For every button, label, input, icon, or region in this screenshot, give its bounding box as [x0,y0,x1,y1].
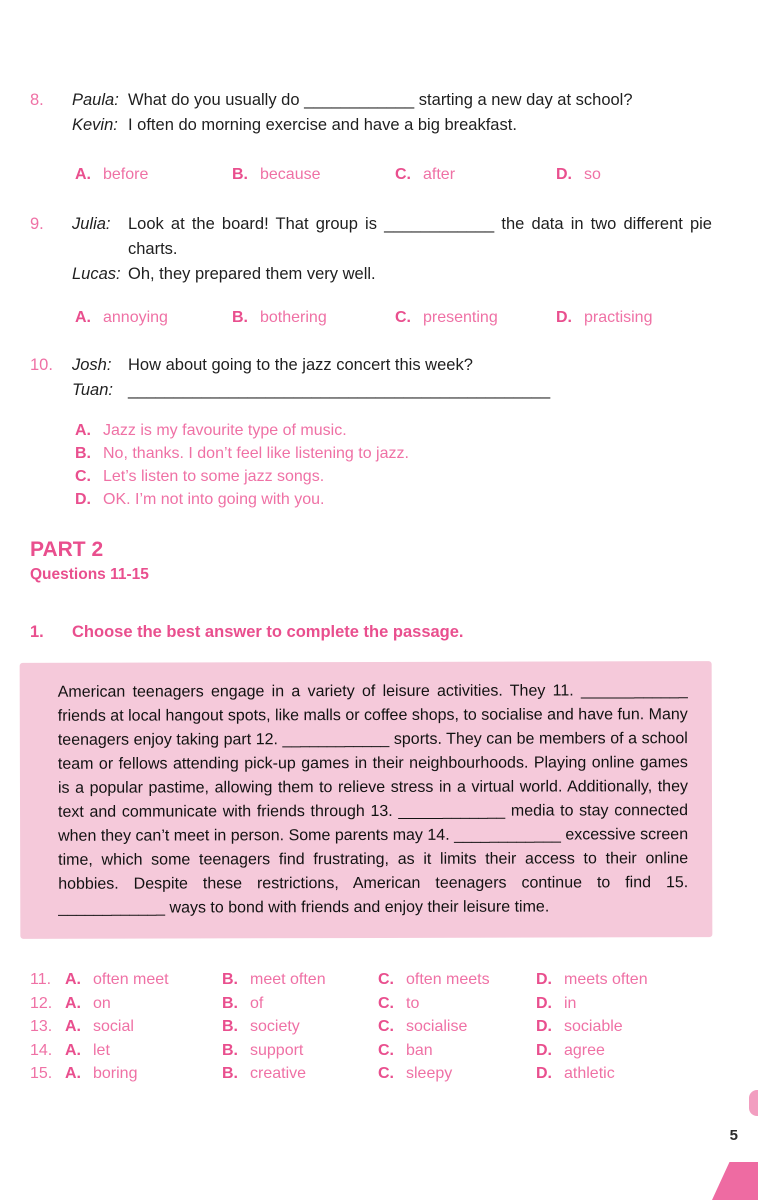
option-text: society [250,1018,300,1035]
dialogue-text: How about going to the jazz concert this week? [128,356,473,374]
option-letter: A. [75,166,91,183]
option-text: annoying [103,309,168,326]
option-text: let [93,1041,110,1059]
option-letter: B. [75,445,91,462]
option-text: ban [406,1041,433,1059]
answer-number: 15. [30,1065,53,1082]
option-letter: D. [75,491,91,508]
option-c [395,164,556,186]
option-text: socialise [406,1018,468,1035]
corner-decoration [712,1162,758,1200]
options-row [75,164,712,186]
page-content [30,88,717,1086]
dialogue-text: I often do morning exercise and have a big breakfast. [128,116,517,134]
option-letter: A. [65,994,81,1012]
speaker-name: Paula: [72,91,119,109]
part2-subtitle: Questions 11-15 [30,566,149,583]
option-letter: B. [222,1065,238,1082]
speaker-name: Julia: [72,215,111,233]
answer-row-11 [30,968,712,992]
option-c [378,1015,536,1039]
option-a [65,968,222,992]
option-letter: B. [222,1018,238,1035]
option-text: Jazz is my favourite type of music. [103,422,347,439]
option-text: creative [250,1065,307,1082]
option-text: meets often [564,971,648,988]
option-b [232,164,395,186]
option-b [232,307,395,329]
dialogue-line [72,212,717,262]
option-letter: A. [75,422,91,439]
dialogue-text: Look at the board! That group is ____________ the data in two different pie charts. [128,215,717,258]
option-text: Let’s listen to some jazz songs. [103,468,325,485]
option-letter: C. [395,309,411,326]
answer-number: 13. [30,1018,53,1035]
answer-number: 12. [30,994,53,1012]
option-text: practising [584,309,653,326]
question-9 [30,212,717,329]
option-text: often meets [406,971,490,988]
answer-blank-line: ______________________________________________ [128,381,551,399]
dialogue-line [72,88,712,113]
option-d [536,992,712,1016]
dialogue-text: What do you usually do ____________ starting a new day at school? [128,91,633,109]
answer-number: 11. [30,971,52,988]
option-letter: D. [536,1065,552,1082]
dialogue-line [72,378,712,403]
question-number: 10. [30,356,53,374]
dialogue-line [72,353,712,378]
answer-grid [30,968,712,1086]
task-text: Choose the best answer to complete the passage. [72,623,464,641]
option-letter: D. [556,309,572,326]
option-text: after [423,166,456,183]
option-letter: C. [395,166,411,183]
option-text: boring [93,1065,138,1082]
option-text: athletic [564,1065,615,1082]
option-letter: B. [232,166,248,183]
passage-box [20,661,713,939]
options-column [75,419,712,511]
option-d [536,1039,712,1063]
option-d [75,488,712,511]
task-instruction [30,623,712,642]
dialogue-line [72,113,712,138]
option-text: support [250,1041,304,1059]
answer-row-15 [30,1062,712,1086]
option-letter: D. [536,1041,552,1059]
answer-row-12 [30,992,712,1016]
option-text: in [564,994,577,1012]
speaker-name: Tuan: [72,381,113,399]
option-letter: C. [378,971,394,988]
option-a [65,1039,222,1063]
option-d [536,1062,712,1086]
dialogue-text: Oh, they prepared them very well. [128,265,376,283]
edge-tab-decoration [749,1090,758,1116]
option-letter: A. [65,1018,81,1035]
option-letter: D. [536,1018,552,1035]
option-a [65,1062,222,1086]
option-text: bothering [260,309,327,326]
option-b [222,1015,378,1039]
option-letter: D. [536,971,552,988]
option-d [556,164,712,186]
option-letter: C. [378,1018,394,1035]
dialogue [72,88,712,138]
option-letter: B. [222,971,238,988]
option-text: often meet [93,971,169,988]
option-d [536,1015,712,1039]
option-letter: B. [232,309,248,326]
option-text: to [406,994,420,1012]
task-number: 1. [30,623,44,641]
option-c [75,465,712,488]
option-b [222,992,378,1016]
option-b [222,1039,378,1063]
option-text: of [250,994,264,1012]
page-number: 5 [729,1127,738,1144]
answer-row-13 [30,1015,712,1039]
question-number: 9. [30,215,44,233]
option-c [378,992,536,1016]
speaker-name: Josh: [72,356,112,374]
option-b [222,1062,378,1086]
option-c [395,307,556,329]
option-text: so [584,166,601,183]
question-number: 8. [30,91,44,109]
option-letter: C. [378,1041,394,1059]
option-c [378,1062,536,1086]
option-b [75,442,712,465]
option-text: agree [564,1041,605,1059]
option-a [75,419,712,442]
option-a [75,164,232,186]
answer-row-14 [30,1039,712,1063]
option-a [75,307,232,329]
option-letter: B. [222,994,238,1012]
option-letter: D. [556,166,572,183]
question-10 [30,353,712,511]
option-a [65,992,222,1016]
option-text: because [260,166,321,183]
option-letter: B. [222,1041,238,1059]
option-text: on [93,994,111,1012]
option-text: No, thanks. I don’t feel like listening to jazz. [103,445,409,462]
question-8 [30,88,712,186]
option-letter: C. [378,994,394,1012]
option-letter: A. [65,971,81,988]
option-letter: C. [378,1065,394,1082]
option-text: OK. I’m not into going with you. [103,491,325,508]
option-text: sociable [564,1018,623,1035]
speaker-name: Lucas: [72,265,121,283]
dialogue [72,353,712,403]
option-d [556,307,712,329]
answer-number: 14. [30,1041,53,1059]
options-row [75,307,712,329]
dialogue [72,212,717,287]
option-letter: A. [65,1065,81,1082]
option-letter: A. [65,1041,81,1059]
option-b [222,968,378,992]
option-text: sleepy [406,1065,453,1082]
option-text: meet often [250,971,326,988]
option-text: presenting [423,309,498,326]
option-text: before [103,166,149,183]
speaker-name: Kevin: [72,116,118,134]
part2-title: PART 2 [30,538,104,561]
dialogue-line [72,262,712,287]
passage-text: American teenagers engage in a variety of leisure activities. They 11. ____________ friends at local hangout spots, like malls or coffee shops, to socialise and have fun. Many teenagers enjoy taking part 12. ____________ sports. They can be members of a school team or fellows attending pick-up games in their neighbourhoods. Playing online games is a popular pastime, allowing them to relieve stress in a virtual world. Additionally, they text and communicate with friends through 13. ____________ media to stay connected when they can’t meet in person. Some parents may 14. ____________ excessive screen time, which some teenagers find frustrating, as it limits their access to their online hobbies. Despite these restrictions, American teenagers continue to find 15. ____________ ways to bond with friends and enjoy their leisure time. [57,682,689,917]
option-letter: A. [75,309,91,326]
option-c [378,968,536,992]
option-d [536,968,712,992]
option-text: social [93,1018,134,1035]
option-letter: C. [75,468,91,485]
option-a [65,1015,222,1039]
option-letter: D. [536,994,552,1012]
option-c [378,1039,536,1063]
